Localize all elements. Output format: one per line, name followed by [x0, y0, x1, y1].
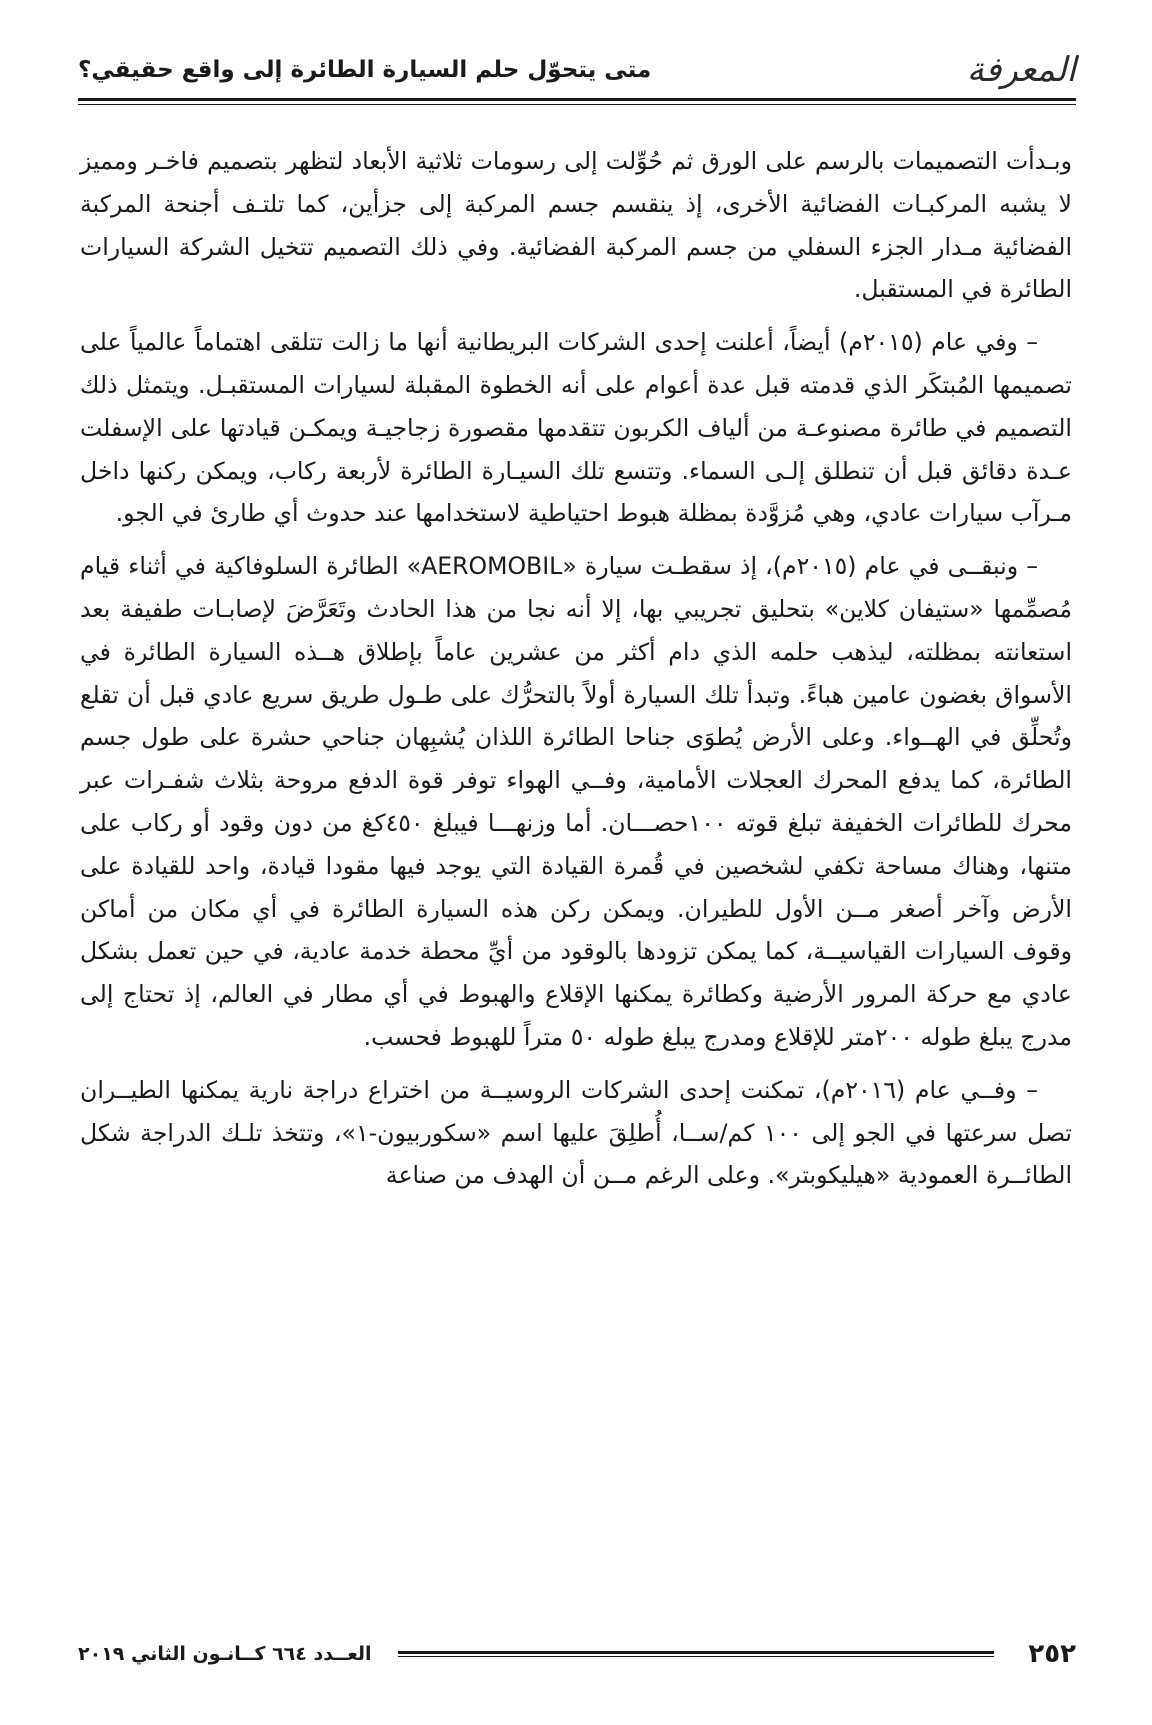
- footer-rule: [398, 1651, 994, 1657]
- page-header: [78, 42, 1076, 98]
- paragraph: – وفي عام (٢٠١٥م) أيضاً، أعلنت إحدى الشركات البريطانية أنها ما زالت تتلقى اهتماماً عالمياً على تصميمها المُبتكَر الذي قدمته قبل عدة أعوام على أنه الخطوة المقبلة لسيارات المستقبـل. ويتمثل ذلك التصميم في طائرة مصنوعـة من ألياف الكربون تتقدمها مقصورة زجاجيـة ويمكـن قيادتها على الإسفلت عـدة دقائق قبل أن تنطلق إلـى السماء. وتتسع تلك السيـارة الطائرة لأربعة ركاب، ويمكن ركنها داخل مـرآب سيارات عادي، وهي مُزوَّدة بمظلة هبوط احتياطية لاستخدامها عند حدوث أي طارئ في الجو.: [80, 328, 1072, 528]
- issue-info: العــدد ٦٦٤ كــانـون الثاني ٢٠١٩: [78, 1643, 372, 1665]
- paragraph: وبـدأت التصميمات بالرسم على الورق ثم حُوِّلت إلى رسومات ثلاثية الأبعاد لتظهر بتصميم فاخـر ومميز لا يشبه المركبـات الفضائية الأخرى، إذ ينقسم جسم المركبة إلى جزأين، كما تلتـف أجنحة المركبة الفضائية مـدار الجزء السفلي من جسم المركبة الفضائية. وفي ذلك التصميم تتخيل الشركة السيارات الطائرة في المستقبل.: [80, 147, 1072, 304]
- header-rule-thin: [78, 104, 1076, 105]
- paragraph: – ونبقــى في عام (٢٠١٥م)، إذ سقطـت سيارة «AEROMOBIL» الطائرة السلوفاكية في أثناء قيام مُصمِّمها «ستيفان كلاين» بتحليق تجريبي بها، إلا أنه نجا من هذا الحادث وتَعَرَّضَ لإصابـات طفيفة بعد استعانته بمظلته، ليذهب حلمه الذي دام أكثر من عشرين عاماً بإطلاق هــذه السيارة الطائرة في الأسواق بغضون عامين هباءً. وتبدأ تلك السيارة أولاً بالتحرُّك على طـول طريق سريع عادي قبل أن تقلع وتُحلِّق في الهــواء. وعلى الأرض يُطوَى جناحا الطائرة اللذان يُشبِهان جناحي حشرة على طول جسم الطائرة، كما يدفع المحرك العجلات الأمامية، وفــي الهواء توفر قوة الدفع مروحة بثلاث شفـرات عبر محرك للطائرات الخفيفة تبلغ قوته ١٠٠حصـــان. أما وزنهـــا فيبلغ ٤٥٠كغ من دون وقود أو ركاب على متنها، وهناك مساحة تكفي لشخصين في قُمرة القيادة التي يوجد فيها مقودا قيادة، واحد للقيادة على الأرض وآخر أصغر مــن الأول للطيران. ويمكن ركن هذه السيارة الطائرة في أي مكان من أماكن وقوف السيارات القياسيــة، كما يمكن تزودها بالوقود من أيِّ محطة خدمة عادية، في حين تعمل بشكل عادي مع حركة المرور الأرضية وكطائرة يمكنها الإقلاع والهبوط في أي مطار في العالم، إذ تحتاج إلى مدرج يبلغ طوله ٢٠٠متر للإقلاع ومدرج يبلغ طوله ٥٠ متراً للهبوط فحسب.: [80, 552, 1072, 1051]
- page-number: ٢٥٢: [1028, 1639, 1076, 1669]
- running-title: متى يتحوّل حلم السيارة الطائرة إلى واقع حقيقي؟: [78, 57, 652, 83]
- page-footer: [78, 1634, 1076, 1674]
- paragraph: – وفــي عام (٢٠١٦م)، تمكنت إحدى الشركات الروسيــة من اختراع دراجة نارية يمكنها الطيــران تصل سرعتها في الجو إلى ١٠٠ كم/ســا، أُطلِقَ عليها اسم «سكوربيون-١»، وتتخذ تلـك الدراجة شكل الطائــرة العمودية «هيليكوبتر». وعلى الرغم مــن أن الهدف من صناعة: [80, 1075, 1072, 1190]
- article-body: [80, 140, 1072, 1207]
- magazine-logo: المعرفة: [966, 50, 1076, 90]
- header-rule-thick: [78, 98, 1076, 101]
